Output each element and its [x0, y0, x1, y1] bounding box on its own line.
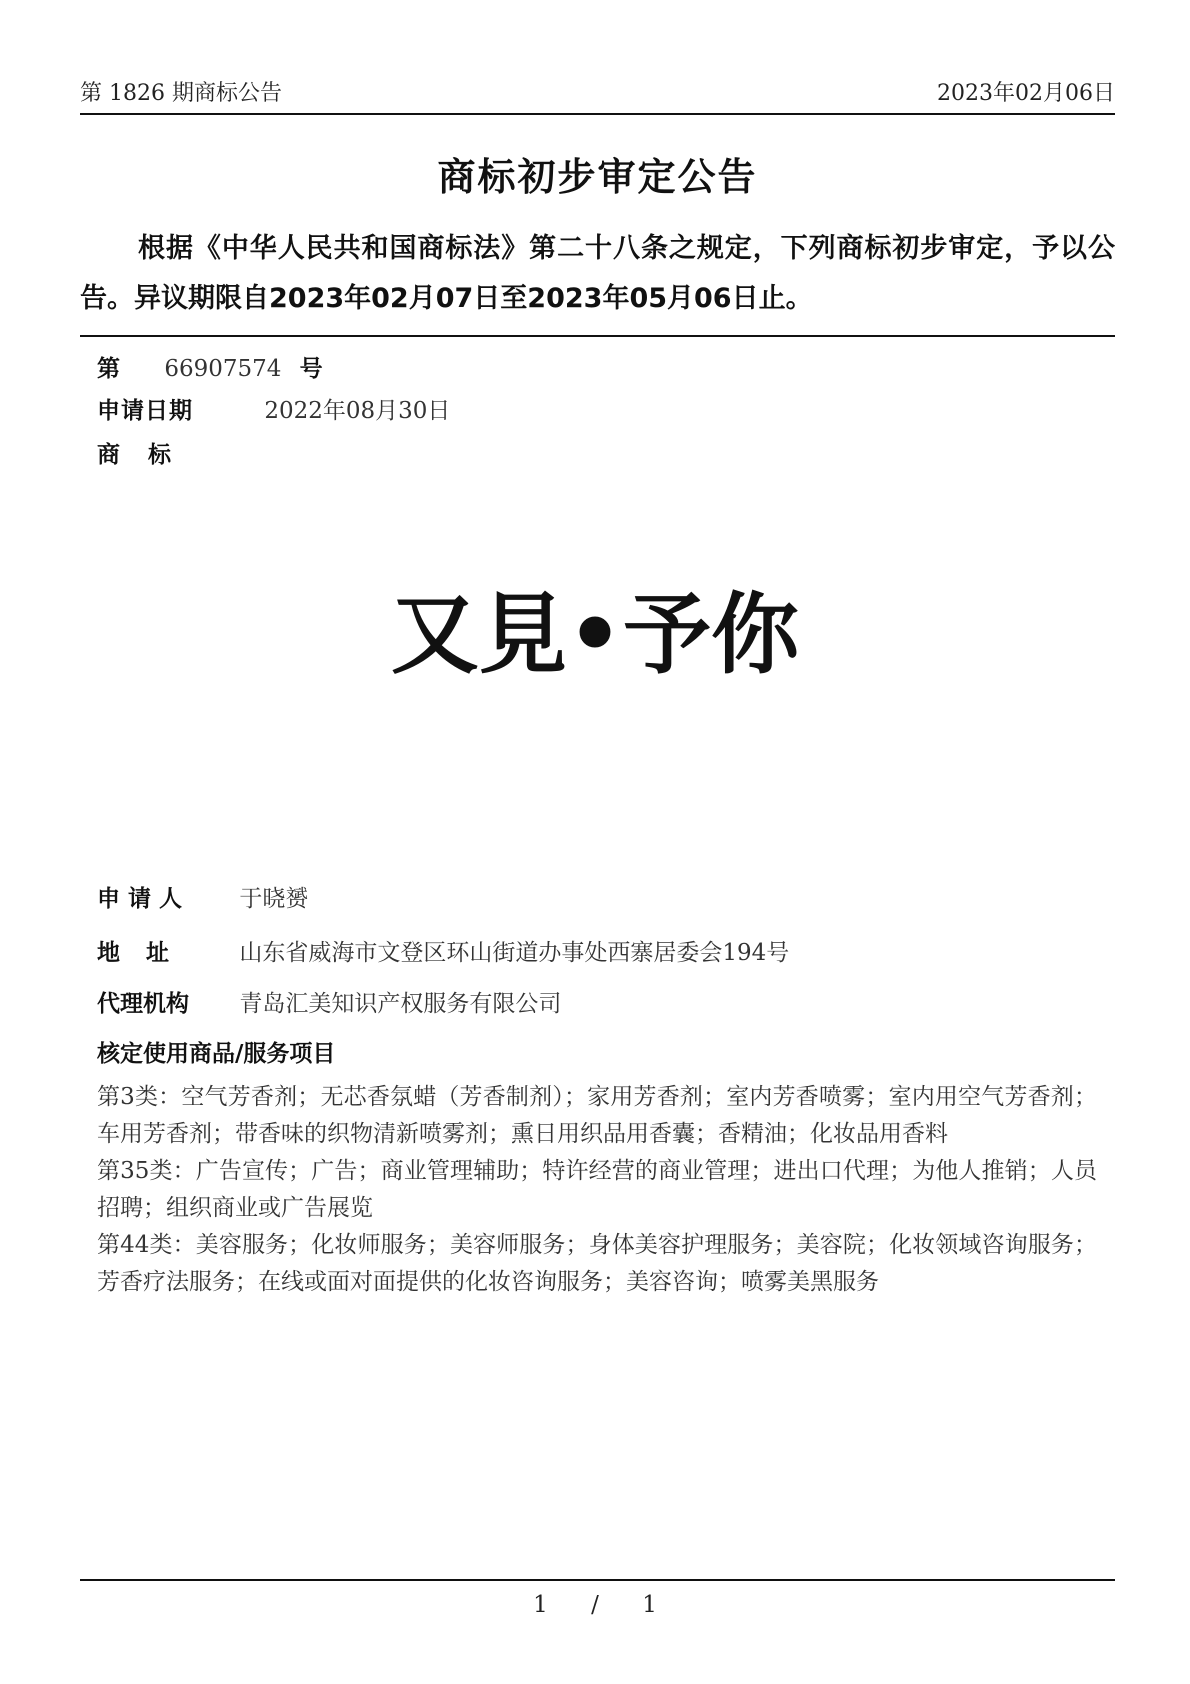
trademark-row: [97, 436, 199, 469]
address-row: [97, 934, 789, 967]
goods-services-title: 核定使用商品/服务项目: [97, 1041, 336, 1067]
number-prefix: 第: [97, 356, 120, 382]
page-total: 1: [642, 1592, 657, 1618]
page-header: [80, 72, 1115, 108]
page-separator: /: [591, 1592, 599, 1618]
number-suffix: 号: [299, 356, 323, 382]
trademark-image-text: 又見•予你: [390, 583, 800, 686]
application-date-value: 2022年08月30日: [264, 398, 451, 424]
section-rule: [80, 335, 1115, 337]
applicant-value: 于晓赟: [239, 886, 309, 912]
page-title: 商标初步审定公告: [437, 155, 758, 199]
goods-services-list: [97, 1079, 1097, 1301]
goods-class-3: 第3类：空气芳香剂；无芯香氛蜡（芳香制剂）；家用芳香剂；室内芳香喷雾；室内用空气芳香剂；车用芳香剂；带香味的织物清新喷雾剂；熏日用织品用香囊；香精油；化妆品用香料: [97, 1084, 1097, 1147]
goods-class-35: 第35类：广告宣传；广告；商业管理辅助；特许经营的商业管理；进出口代理；为他人推销；人员招聘；组织商业或广告展览: [97, 1158, 1097, 1221]
issue-number: 第 1826 期商标公告: [80, 81, 282, 106]
footer-rule: [80, 1579, 1115, 1581]
page-current: 1: [533, 1592, 548, 1618]
agent-value: 青岛汇美知识产权服务有限公司: [239, 991, 562, 1017]
intro-paragraph: 根据《中华人民共和国商标法》第二十八条之规定，下列商标初步审定，予以公告。异议期限自2023年02月07日至2023年05月06日止。: [80, 233, 1115, 314]
page-number: [0, 1592, 1190, 1618]
agent-row: [97, 985, 561, 1018]
address-value: 山东省威海市文登区环山街道办事处西寨居委会194号: [239, 940, 790, 966]
trademark-label: 商标: [97, 442, 199, 468]
agent-label: 代理机构: [97, 991, 189, 1017]
applicant-row: [97, 880, 308, 913]
issue-date: 2023年02月06日: [937, 81, 1115, 106]
application-date-row: [97, 392, 450, 425]
goods-class-44: 第44类：美容服务；化妆师服务；美容师服务；身体美容护理服务；美容院；化妆领域咨询服务；芳香疗法服务；在线或面对面提供的化妆咨询服务；美容咨询；喷雾美黑服务: [97, 1232, 1097, 1295]
registration-number-row: [97, 350, 323, 383]
applicant-label: 申请人: [97, 886, 190, 912]
registration-number: 66907574: [164, 356, 282, 382]
address-label: 地址: [97, 940, 195, 966]
header-rule: [80, 113, 1115, 115]
application-date-label: 申请日期: [97, 398, 193, 424]
